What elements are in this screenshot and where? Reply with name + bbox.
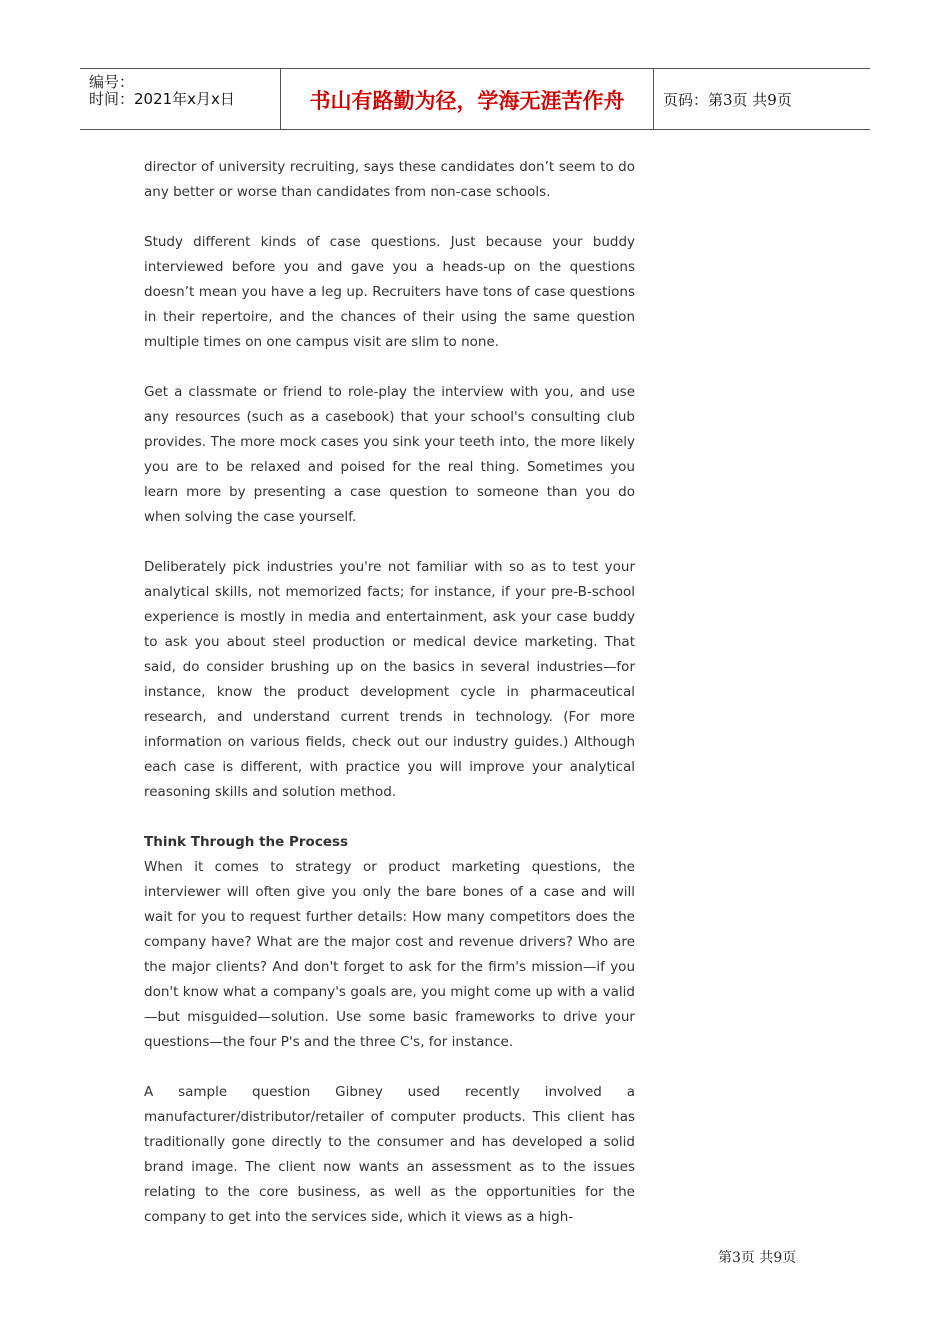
document-time-label: 时间：2021年x月x日	[89, 90, 235, 108]
document-number-label: 编号：	[89, 73, 135, 91]
body-paragraph: Deliberately pick industries you're not familiar with so as to test your analytical skills, not memorized facts; for instance, if your pre-B-school experience is mostly in media and entertainment, ask your case buddy to ask you about steel production or medical device marketing. That said, do consider brushing up on the basics in several industries—for instance, know the product development cycle in pharmaceutical research, and understand current trends in technology. (For more information on various fields, check out our industry guides.) Although each case is different, with practice you will improve your analytical reasoning skills and solution method.	[144, 559, 635, 800]
section-heading: Think Through the Process	[144, 834, 349, 850]
header-page-cell	[654, 69, 870, 129]
body-paragraph: A sample question Gibney used recently involved a manufacturer/distributor/retailer of computer products. This client has traditionally gone directly to the consumer and has developed a solid brand image. The client now wants an assessment as to the issues relating to the core business, as well as the opportunities for the company to get into the services side, which it views as a high-	[144, 1084, 635, 1225]
body-paragraph: director of university recruiting, says these candidates don’t seem to do any better or worse than candidates from non-case schools.	[144, 159, 635, 200]
header-meta-cell	[80, 69, 281, 129]
page-header	[80, 68, 870, 130]
header-motto-cell	[281, 69, 654, 129]
header-motto: 书山有路勤为径，学海无涯苦作舟	[309, 88, 625, 113]
body-paragraph: When it comes to strategy or product marketing questions, the interviewer will often give you only the bare bones of a case and will wait for you to request further details: How many competitors does the company have? What are the major cost and revenue drivers? Who are the major clients? And don't forget to ask for the firm's mission—if you don't know what a company's goals are, you might come up with a valid—but misguided—solution. Use some basic frameworks to drive your questions—the four P's and the three C's, for instance.	[144, 859, 635, 1050]
body-paragraph: Study different kinds of case questions. Just because your buddy interviewed before you and gave you a heads-up on the questions doesn’t mean you have a leg up. Recruiters have tons of case questions in their repertoire, and the chances of their using the same question multiple times on one campus visit are slim to none.	[144, 234, 635, 350]
header-page-info: 页码：第3页 共9页	[663, 91, 792, 109]
page-footer-number: 第3页 共9页	[718, 1250, 797, 1266]
body-paragraph: Get a classmate or friend to role-play the interview with you, and use any resources (such as a casebook) that your school's consulting club provides. The more mock cases you sink your teeth into, the more likely you are to be relaxed and poised for the real thing. Sometimes you learn more by presenting a case question to someone than you do when solving the case yourself.	[144, 384, 635, 525]
document-body	[144, 155, 635, 1230]
